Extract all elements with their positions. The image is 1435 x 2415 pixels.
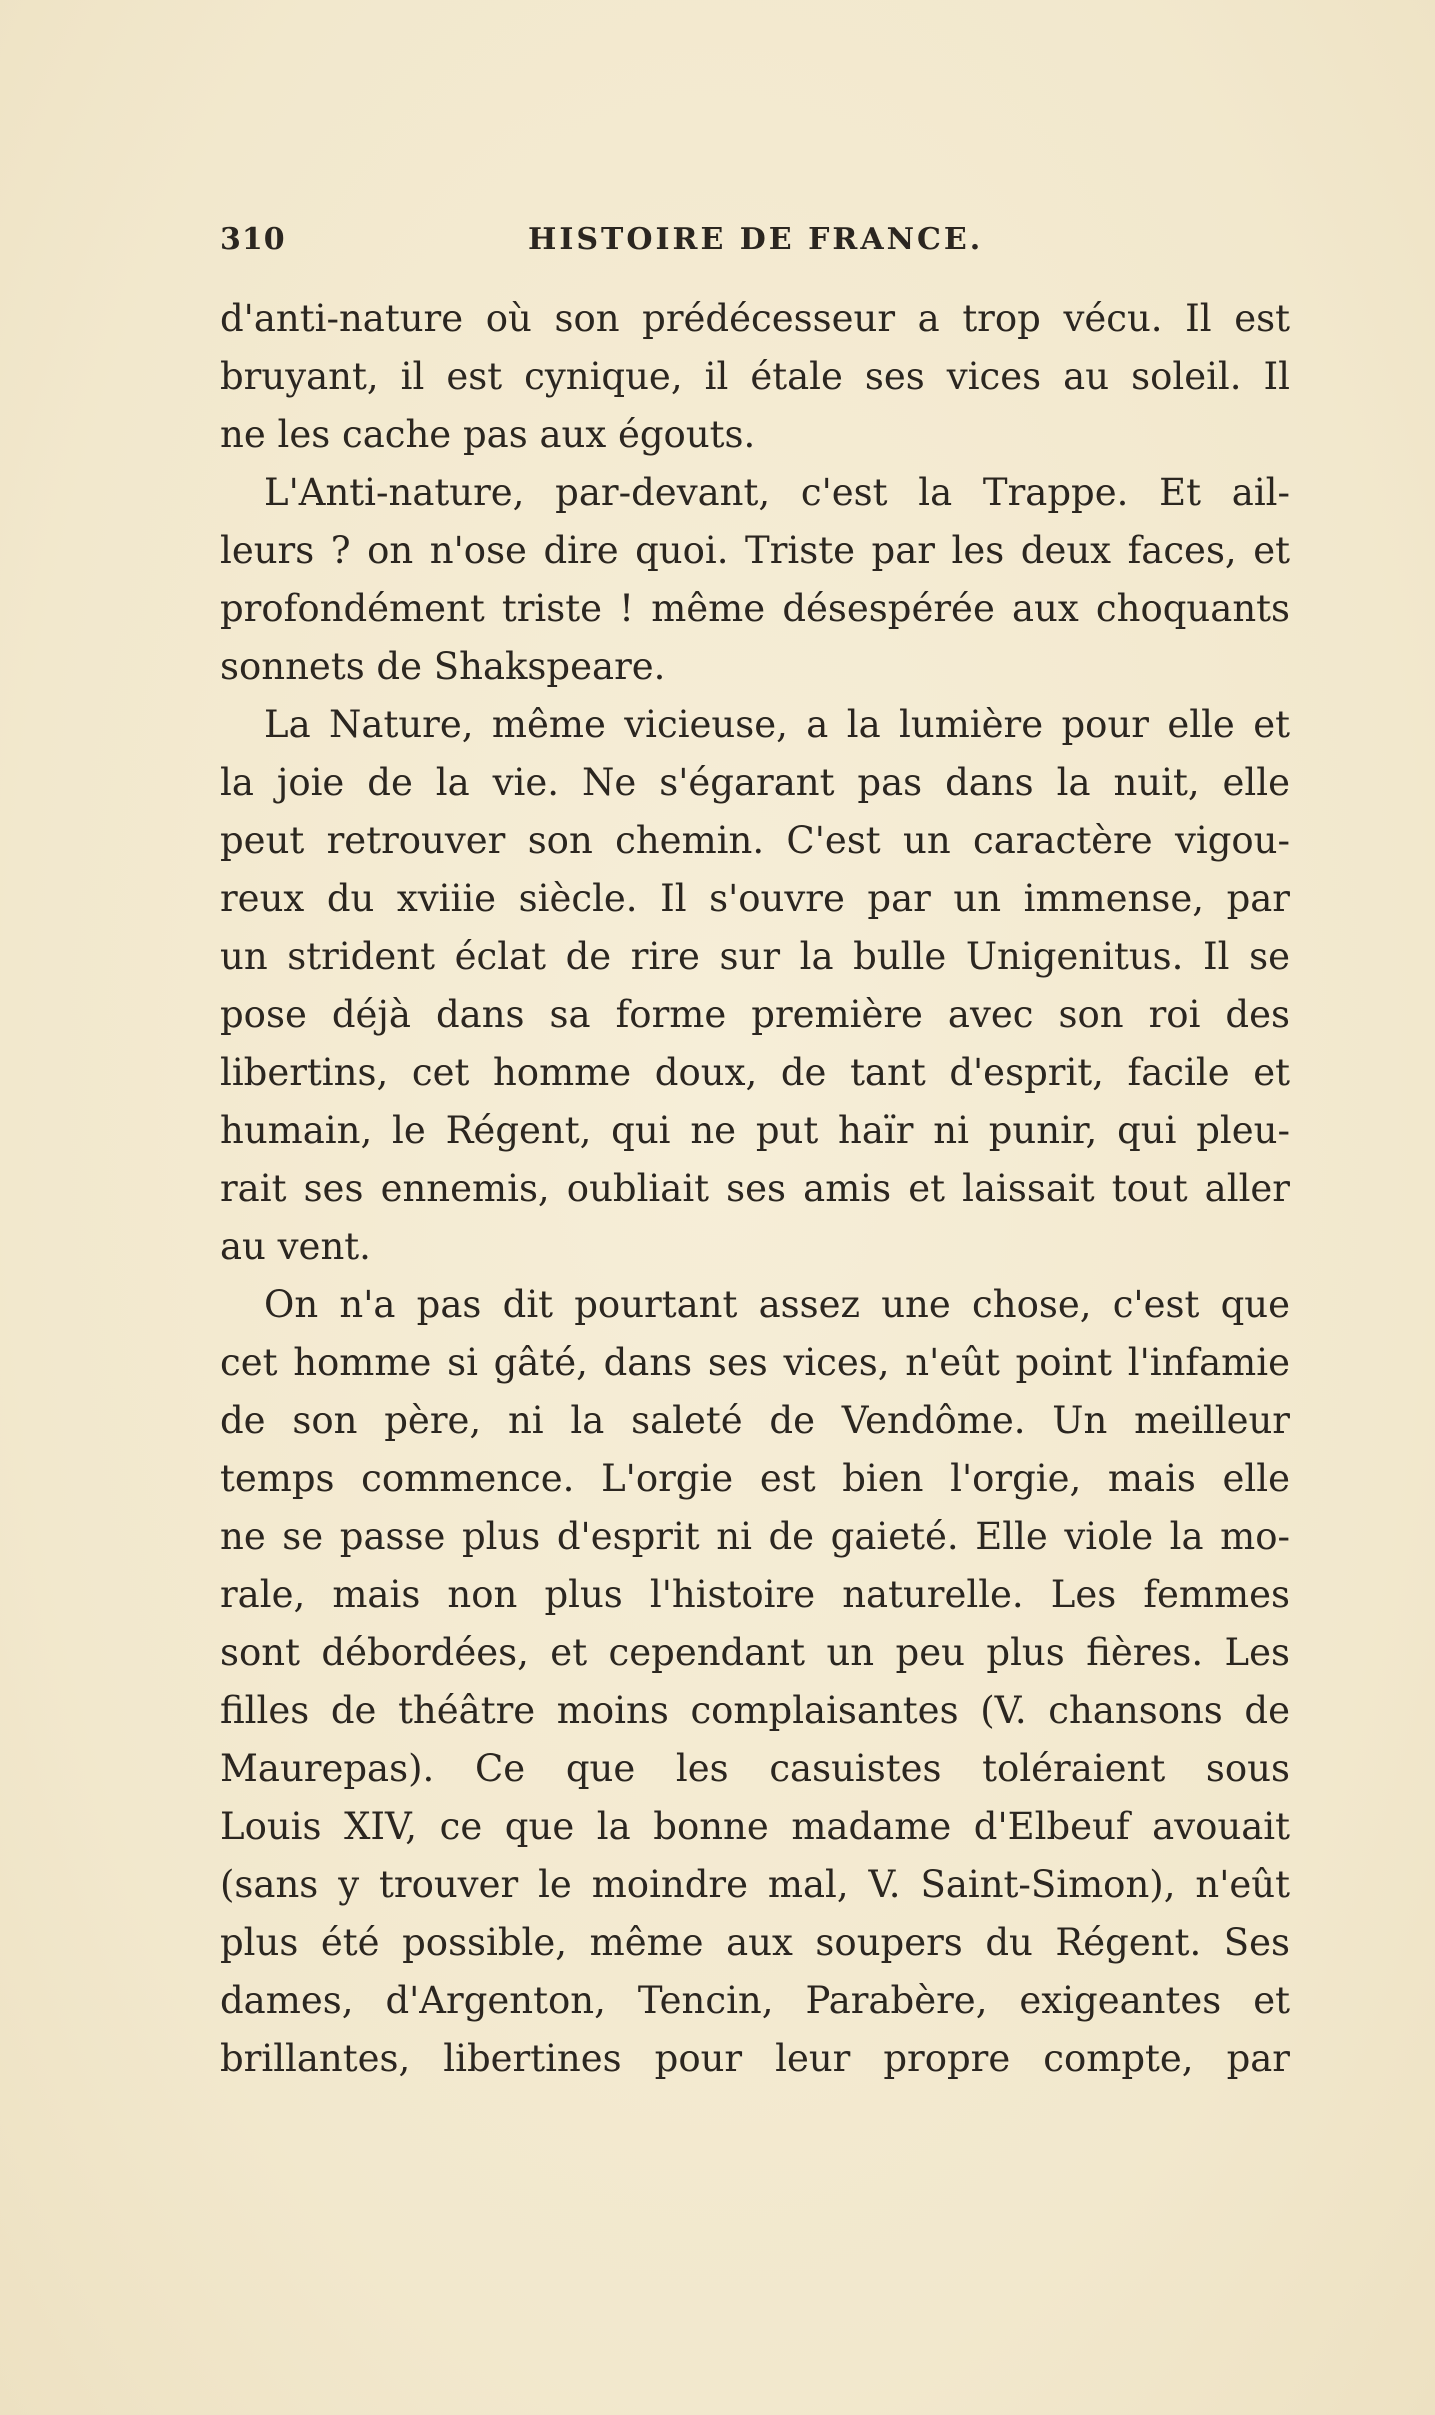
- text-line: On n'a pas dit pourtant assez une chose, c'est que: [264, 1283, 1290, 1326]
- text-line: (sans y trouver le moindre mal, V. Saint-Simon), n'eût: [220, 1863, 1290, 1906]
- running-head: [220, 222, 1284, 262]
- text-line: bruyant, il est cynique, il étale ses vices au soleil. Il: [220, 355, 1290, 398]
- text-line: leurs ? on n'ose dire quoi. Triste par les deux faces, et: [220, 529, 1290, 572]
- text-line: la joie de la vie. Ne s'égarant pas dans la nuit, elle: [220, 761, 1290, 804]
- text-line: ne se passe plus d'esprit ni de gaieté. Elle viole la mo-: [220, 1515, 1290, 1558]
- text-line: ne les cache pas aux égouts.: [220, 413, 756, 456]
- text-line: L'Anti-nature, par-devant, c'est la Trappe. Et ail-: [264, 471, 1290, 514]
- text-line: plus été possible, même aux soupers du Régent. Ses: [220, 1921, 1290, 1964]
- text-line: cet homme si gâté, dans ses vices, n'eût point l'infamie: [220, 1341, 1290, 1384]
- text-line: sont débordées, et cependant un peu plus fières. Les: [220, 1631, 1290, 1674]
- text-line: humain, le Régent, qui ne put haïr ni punir, qui pleu-: [220, 1109, 1290, 1152]
- page-number: 310: [220, 222, 286, 257]
- text-line: pose déjà dans sa forme première avec son roi des: [220, 993, 1290, 1036]
- text-line: un strident éclat de rire sur la bulle Unigenitus. Il se: [220, 935, 1290, 978]
- text-line: rale, mais non plus l'histoire naturelle. Les femmes: [220, 1573, 1290, 1616]
- text-line: dames, d'Argenton, Tencin, Parabère, exigeantes et: [220, 1979, 1290, 2022]
- text-line: au vent.: [220, 1225, 371, 1268]
- text-line: d'anti-nature où son prédécesseur a trop vécu. Il est: [220, 297, 1290, 340]
- text-line: reux du xviiie siècle. Il s'ouvre par un immense, par: [220, 877, 1290, 920]
- running-title: HISTOIRE DE FRANCE.: [528, 222, 984, 257]
- text-line: peut retrouver son chemin. C'est un caractère vigou-: [220, 819, 1290, 862]
- text-line: rait ses ennemis, oubliait ses amis et laissait tout aller: [220, 1167, 1290, 1210]
- text-line: de son père, ni la saleté de Vendôme. Un meilleur: [220, 1399, 1290, 1442]
- text-line: temps commence. L'orgie est bien l'orgie, mais elle: [220, 1457, 1290, 1500]
- text-line: brillantes, libertines pour leur propre compte, par: [220, 2037, 1290, 2080]
- text-line: La Nature, même vicieuse, a la lumière pour elle et: [264, 703, 1290, 746]
- body-text: [220, 290, 1290, 2088]
- text-line: Maurepas). Ce que les casuistes toléraient sous: [220, 1747, 1290, 1790]
- text-line: filles de théâtre moins complaisantes (V. chansons de: [220, 1689, 1290, 1732]
- text-line: Louis XIV, ce que la bonne madame d'Elbeuf avouait: [220, 1805, 1290, 1848]
- text-line: libertins, cet homme doux, de tant d'esprit, facile et: [220, 1051, 1290, 1094]
- text-line: profondément triste ! même désespérée aux choquants: [220, 587, 1290, 630]
- text-line: sonnets de Shakspeare.: [220, 645, 666, 688]
